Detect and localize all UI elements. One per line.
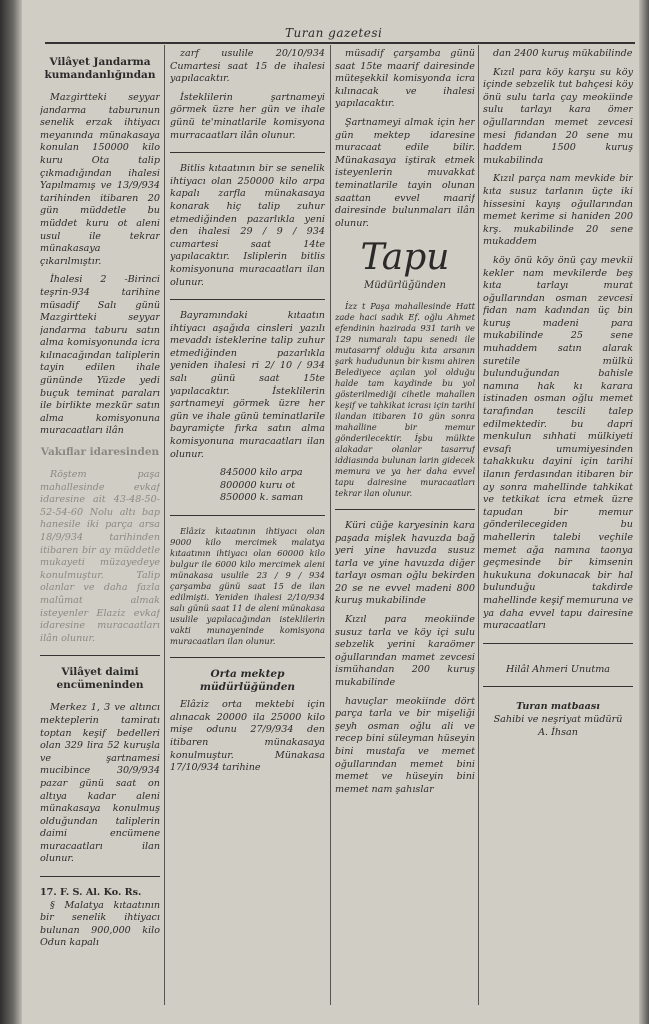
publisher-name: A. İhsan <box>538 726 578 738</box>
section-divider <box>40 655 160 656</box>
section-divider <box>335 509 475 510</box>
column-rule <box>478 45 479 1005</box>
ad-paragraph: Kızıl para meokiinde susuz tarla ve köy içi sulu sebzelik yerini karaömer oğullarından mamet zevcesi ismühandan 200 kuruş mukabilinde <box>335 614 475 689</box>
page-right-edge <box>639 0 649 1024</box>
column-4 <box>483 48 633 1008</box>
tapu-title: Tapu <box>360 237 450 279</box>
ad-paragraph: köy önü köy önü çay mevkii kekler nam mevkilerde beş kıta tarlayı murat oğullarından osman zevcesi fidan nam kadından üç bin kuruş madeni para mukabilinde 25 sene muhaddem satın alarak suretile mülkü bulunduğundan bahisle namına hak kı karara istinaden osman oğlu memet tarafından tescili talep edilmektedir. bu dapri menkulun sıhhati mülkiyeti evsafı umumiyesinden tahakkuku dayini için tarihi ilanın ferdasından itibaren bir ay sonra mahellinde tahkikat ve tetkikat icra etmek üzre tapudan bir memur gönderilecegiden bu mahellerin talebi veçhile memet ağa namına taonya geçmesinde bir kimsenin hukukuna dokunacak bir hal bulunduğu takdirde mahellinde keşif memuruna ve ya daha evvel tapu dairesine muracaatları <box>483 254 633 632</box>
header-rule <box>45 42 635 44</box>
ad-paragraph: İzz t Paşa mahallesinde Hatt zade haci sadık Ef. oğlu Ahmet efendinin hazirada 931 tarih ve 129 numaralı tapu senedi ile mutasarrıf olduğu kıta arsanın şark hududunun bir kısmı ahiren Belediyece açılan yol olduğu halde tam kaydinde bu yol gösterilmediği cihetle mahallen keşif ve tahkikat icrası için tarihi ilandan itibaren 10 gün sonra mahalline bir memur gönderilecektir. İşbu mülkte alakadar olanlar tasarruf iddiasında bulunan larin gidecek memura ve ya her daha evvel tapu dairesine muracaatları tekrar ilan olunur. <box>335 300 475 498</box>
item-line: 800000 kuru ot <box>220 479 296 491</box>
ad-paragraph: § Malatya kıtaatının bir senelik ihtiyacı bulunan 900,000 kilo Odun kapalı <box>40 899 160 949</box>
item-line: 850000 k. saman <box>220 492 304 504</box>
ad-paragraph: Elâziz kıtaatının ihtiyacı olan 9000 kilo mercimek malatya kıtaatının ihtiyacı olan 60000 kilo bulgur ile 6000 kilo mercimek aleni münakasa usulile 23 / 9 / 934 çarşamba günü saat 15 de ilan edilmişti. Yeniden ihalesi 2/10/934 salı günü saat 11 de aleni münakasa usulile yapılacağından isteklilerin vakti munayeninde komisyona muracaatları ilan olunur. <box>170 526 325 646</box>
ad-paragraph: İhalesi 2 -Birinci teşrin-934 tarihine müsadif Salı günü Mazgirtteki seyyar jandarma taburu satın alma komisyonunda icra kılınacağından taliplerin tayin edilen ihale gününde Yüzde yedi buçuk teminat paraları ile birlikte mezkür satın alma komisyonuna muracaatları ilân <box>40 274 160 437</box>
section-divider <box>170 515 325 516</box>
section-divider <box>170 299 325 300</box>
ad-paragraph: Şartnameyi almak için her gün mektep idaresine muracaat edile bilir. Münakasaya iştirak etmek isteyenlerin muvakkat teminatlarile tayin olunan saattan evvel maarif dairesinde bulunmaları ilân olunur. <box>335 116 475 229</box>
ad-paragraph: Röştem paşa mahallesinde evkaf idaresine ait 43-48-50-52-54-60 Nolu altı bap hanesile iki parça arsa 18/9/934 tarihinden itibaren bir ay müddetle mukayeti müzayedeye konulmuştur. Talip olanlar ve daha fazla malûmat almak isteyenler Elaziz evkaf idaresine muracaatları ilân olunur. <box>40 469 160 644</box>
column-rule <box>164 45 165 1005</box>
ad-paragraph: Bayramındaki kıtaatın ihtiyacı aşağıda cinsleri yazılı mevaddı isteklerine talip zuhur etmediğinden pazarlıkla yeniden ihalesi ri 2/ 10 / 934 salı günü saat 15te yapılacaktır. İsteklilerin şartnameyi görmek üzre her gün ve ihale günü teminatlarile bayramiçte fırka satın alma komisyonuna muracaatları ilan olunur. <box>170 310 325 460</box>
hilal-ahmer-notice: Hilâl Ahmeri Unutma <box>505 663 611 675</box>
ad-paragraph: havuçlar meokiinde dört parça tarla ve bir mişeliği şeyh osman oğlu ali ve recep bini süleyman hüseyin bini mustafa ve memet oğullarından memet bini memet ve hüseyin bini memet nam şahıslar <box>335 695 475 795</box>
page-left-edge <box>0 0 22 1024</box>
column-3 <box>335 48 475 1008</box>
masthead-title: Turan gazetesi <box>285 26 383 40</box>
column-1 <box>40 48 160 1008</box>
ad-heading: Orta mektep müdürlüğünden <box>199 668 296 693</box>
section-divider <box>170 152 325 153</box>
section-divider <box>483 686 633 687</box>
ad-paragraph: Merkez 1, 3 ve altıncı mekteplerin tamiratı toptan keşif bedelleri olan 329 lira 52 kuruşla ve şartnamesi mucibince 30/9/934 pazar günü saat on altıya kadar aleni münakasaya konulmuş olduğundan taliplerin daimi encümene muracaatları ilan olunur. <box>40 702 160 865</box>
ad-paragraph: İsteklilerin şartnameyi görmek üzre her gün ve ihale günü te'minatlarile komisyona murracaatları ilân olunur. <box>170 91 325 141</box>
section-divider <box>483 643 633 644</box>
section-divider <box>40 876 160 877</box>
ad-paragraph: Elâziz orta mektebi için alınacak 20000 ila 25000 kilo mişe odunu 27/9/934 den itibaren münakasaya konulmuştur. Münakasa 17/10/934 tarihine <box>170 699 325 774</box>
ad-paragraph: dan 2400 kuruş mükabilinde <box>493 48 633 59</box>
ad-paragraph: Kızıl para köy karşu su köy içinde sebzelik tut bahçesi köy önü sulu tarla çay meokiinde sulu tarlayı kara ömer oğullarından memet zevcesi mesi fidandan 20 sene mu haddem 1500 kuruş mukabilinda <box>483 66 633 166</box>
ad-paragraph: zarf usulile 20/10/934 Cumartesi saat 15 de ihalesi yapılacaktır. <box>170 48 325 85</box>
column-rule <box>330 45 331 1005</box>
ad-heading: Vakıflar idaresinden <box>40 446 160 459</box>
column-2 <box>170 48 325 1008</box>
ad-paragraph: Bitlis kıtaatının bir se senelik ihtiyacı olan 250000 kilo arpa kapalı zarfla münakasaya konarak hiç talip zuhur etmediğinden pazarlıkla yeni den ihalesi 29 / 9 / 934 cumartesi saat 14te yapılacaktır. Isliplerin bitlis komisyonuna muracaatları ilan olunur. <box>170 163 325 288</box>
item-line: 845000 kilo arpa <box>220 467 303 479</box>
ad-paragraph: müsadif çarşamba günü saat 15te maarif dairesinde müteşekkil komisyonda icra kılınacak ve ihalesi yapılacaktır. <box>335 48 475 110</box>
ad-paragraph: Kızıl parça nam mevkide bir kıta susuz tarlanın üçte iki hissesini kayış oğullarından memet kerime si haniden 200 krş. mukabilinde 20 sene mukaddem <box>483 173 633 248</box>
ad-tag: 17. F. S. Al. Ko. Rs. <box>40 887 142 899</box>
publisher-line: Sahibi ve neşriyat müdürü <box>493 713 623 725</box>
section-divider <box>170 657 325 658</box>
ad-paragraph: Mazgirtteki seyyar jandarma taburunun senelik erzak ihtiyacı meyanında münakasaya konulan 150000 kilo kuru Ota talip çıkmadığından ihalesi Yapılmamış ve 13/9/934 tarihinden itibaren 20 gün müddetle bu müddet kuru ot aleni usul ile tekrar münakasaya çıkarılmıştır. <box>40 92 160 267</box>
ad-heading: Vilâyet Jandarma kumandanlığından <box>44 56 156 81</box>
printer-name: Turan matbaası <box>516 701 600 713</box>
tapu-subtitle: Müdürlüğünden <box>364 280 446 292</box>
ad-heading: Vilâyet daimi encümeninden <box>56 666 144 692</box>
ad-paragraph: Küri cüğe karyesinin kara paşada mişlek havuzda bağ yeri yine havuzda susuz tarla ve yine havuzda diğer tarlayı osman oğlu bekirden 20 se ne evvel madeni 800 kuruş mukabilinde <box>335 519 475 607</box>
